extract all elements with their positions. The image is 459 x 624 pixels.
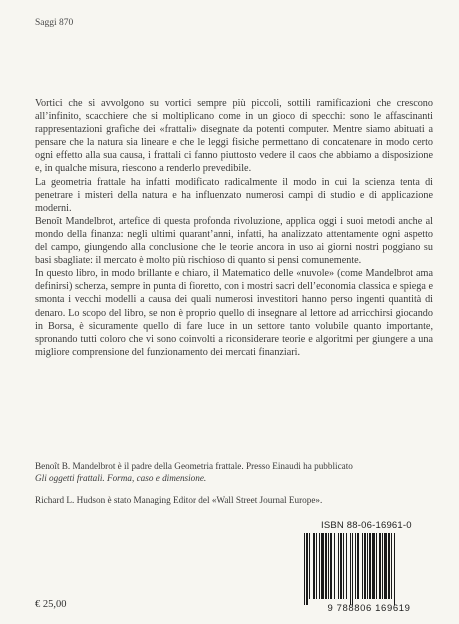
mandelbrot-bio-text: Benoît B. Mandelbrot è il padre della Geometria frattale. Presso Einaudi ha pubblicato	[35, 461, 353, 471]
back-cover-blurb	[35, 97, 433, 359]
blurb-paragraph: Benoît Mandelbrot, artefice di questa profonda rivoluzione, applica oggi i suoi metodi anche al mondo della finanza: negli ultimi quarant’anni, infatti, ha analizzato attentamente ogni aspetto del campo, giungendo alla conclusione che le teorie ancora in uso ai giorni nostri poggiano su basi sbagliate: il mercato è molto più rischioso di quanto si pensi comunemente.	[35, 215, 433, 267]
author-notes	[35, 460, 433, 515]
mandelbrot-bio	[35, 460, 433, 485]
blurb-paragraph: La geometria frattale ha infatti modificato radicalmente il modo in cui la scienza tenta di penetrare i misteri della natura e ha influenzato numerosi campi di studio e di applicazione moderni.	[35, 176, 433, 214]
isbn-label: ISBN 88-06-16961-0	[321, 520, 412, 531]
blurb-paragraph: Vortici che si avvolgono su vortici sempre più piccoli, sottili ramificazioni che crescono all’infinito, scacchiere che si moltiplicano come in un gioco di specchi: sono le affascinanti rappresentazioni grafiche dei «frattali» disegnate da potenti computer. Mentre siamo abituati a pensare che la natura sia lineare e che le leggi fisiche permettano di concatenare in modo certo ogni effetto alla sua causa, i frattali ci fanno piuttosto vedere il caos che abbiamo a disposizione e, in qualche misura, riescono a renderlo prevedibile.	[35, 98, 433, 175]
series-label: Saggi 870	[35, 18, 74, 28]
price-label: € 25,00	[35, 599, 67, 610]
barcode-icon	[300, 533, 438, 605]
blurb-paragraph: In questo libro, in modo brillante e chiaro, il Matematico delle «nuvole» (come Mandelbrot ama definirsi) scherza, sempre in punta di fioretto, con i mostri sacri dell’economia classica e spiega e smonta i vecchi modelli a causa dei quali numerosi investitori hanno perso ingenti quantità di denaro. Lo scopo del libro, se non è proprio quello di insegnare al lettore ad arricchirsi giocando in Borsa, è sicuramente quello di fare luce in un settore tanto volubile quanto importante, spronando tutti coloro che vi sono coinvolti a riconsiderare teorie e algoritmi per giungere a una migliore comprensione del funzionamento dei mercati finanziari.	[35, 268, 433, 358]
barcode-digits: 9 788806 169619	[327, 603, 411, 614]
mandelbrot-book-titles: Gli oggetti frattali. Forma, caso e dimensione.	[35, 473, 207, 484]
hudson-bio: Richard L. Hudson è stato Managing Editor del «Wall Street Journal Europe».	[35, 494, 323, 505]
